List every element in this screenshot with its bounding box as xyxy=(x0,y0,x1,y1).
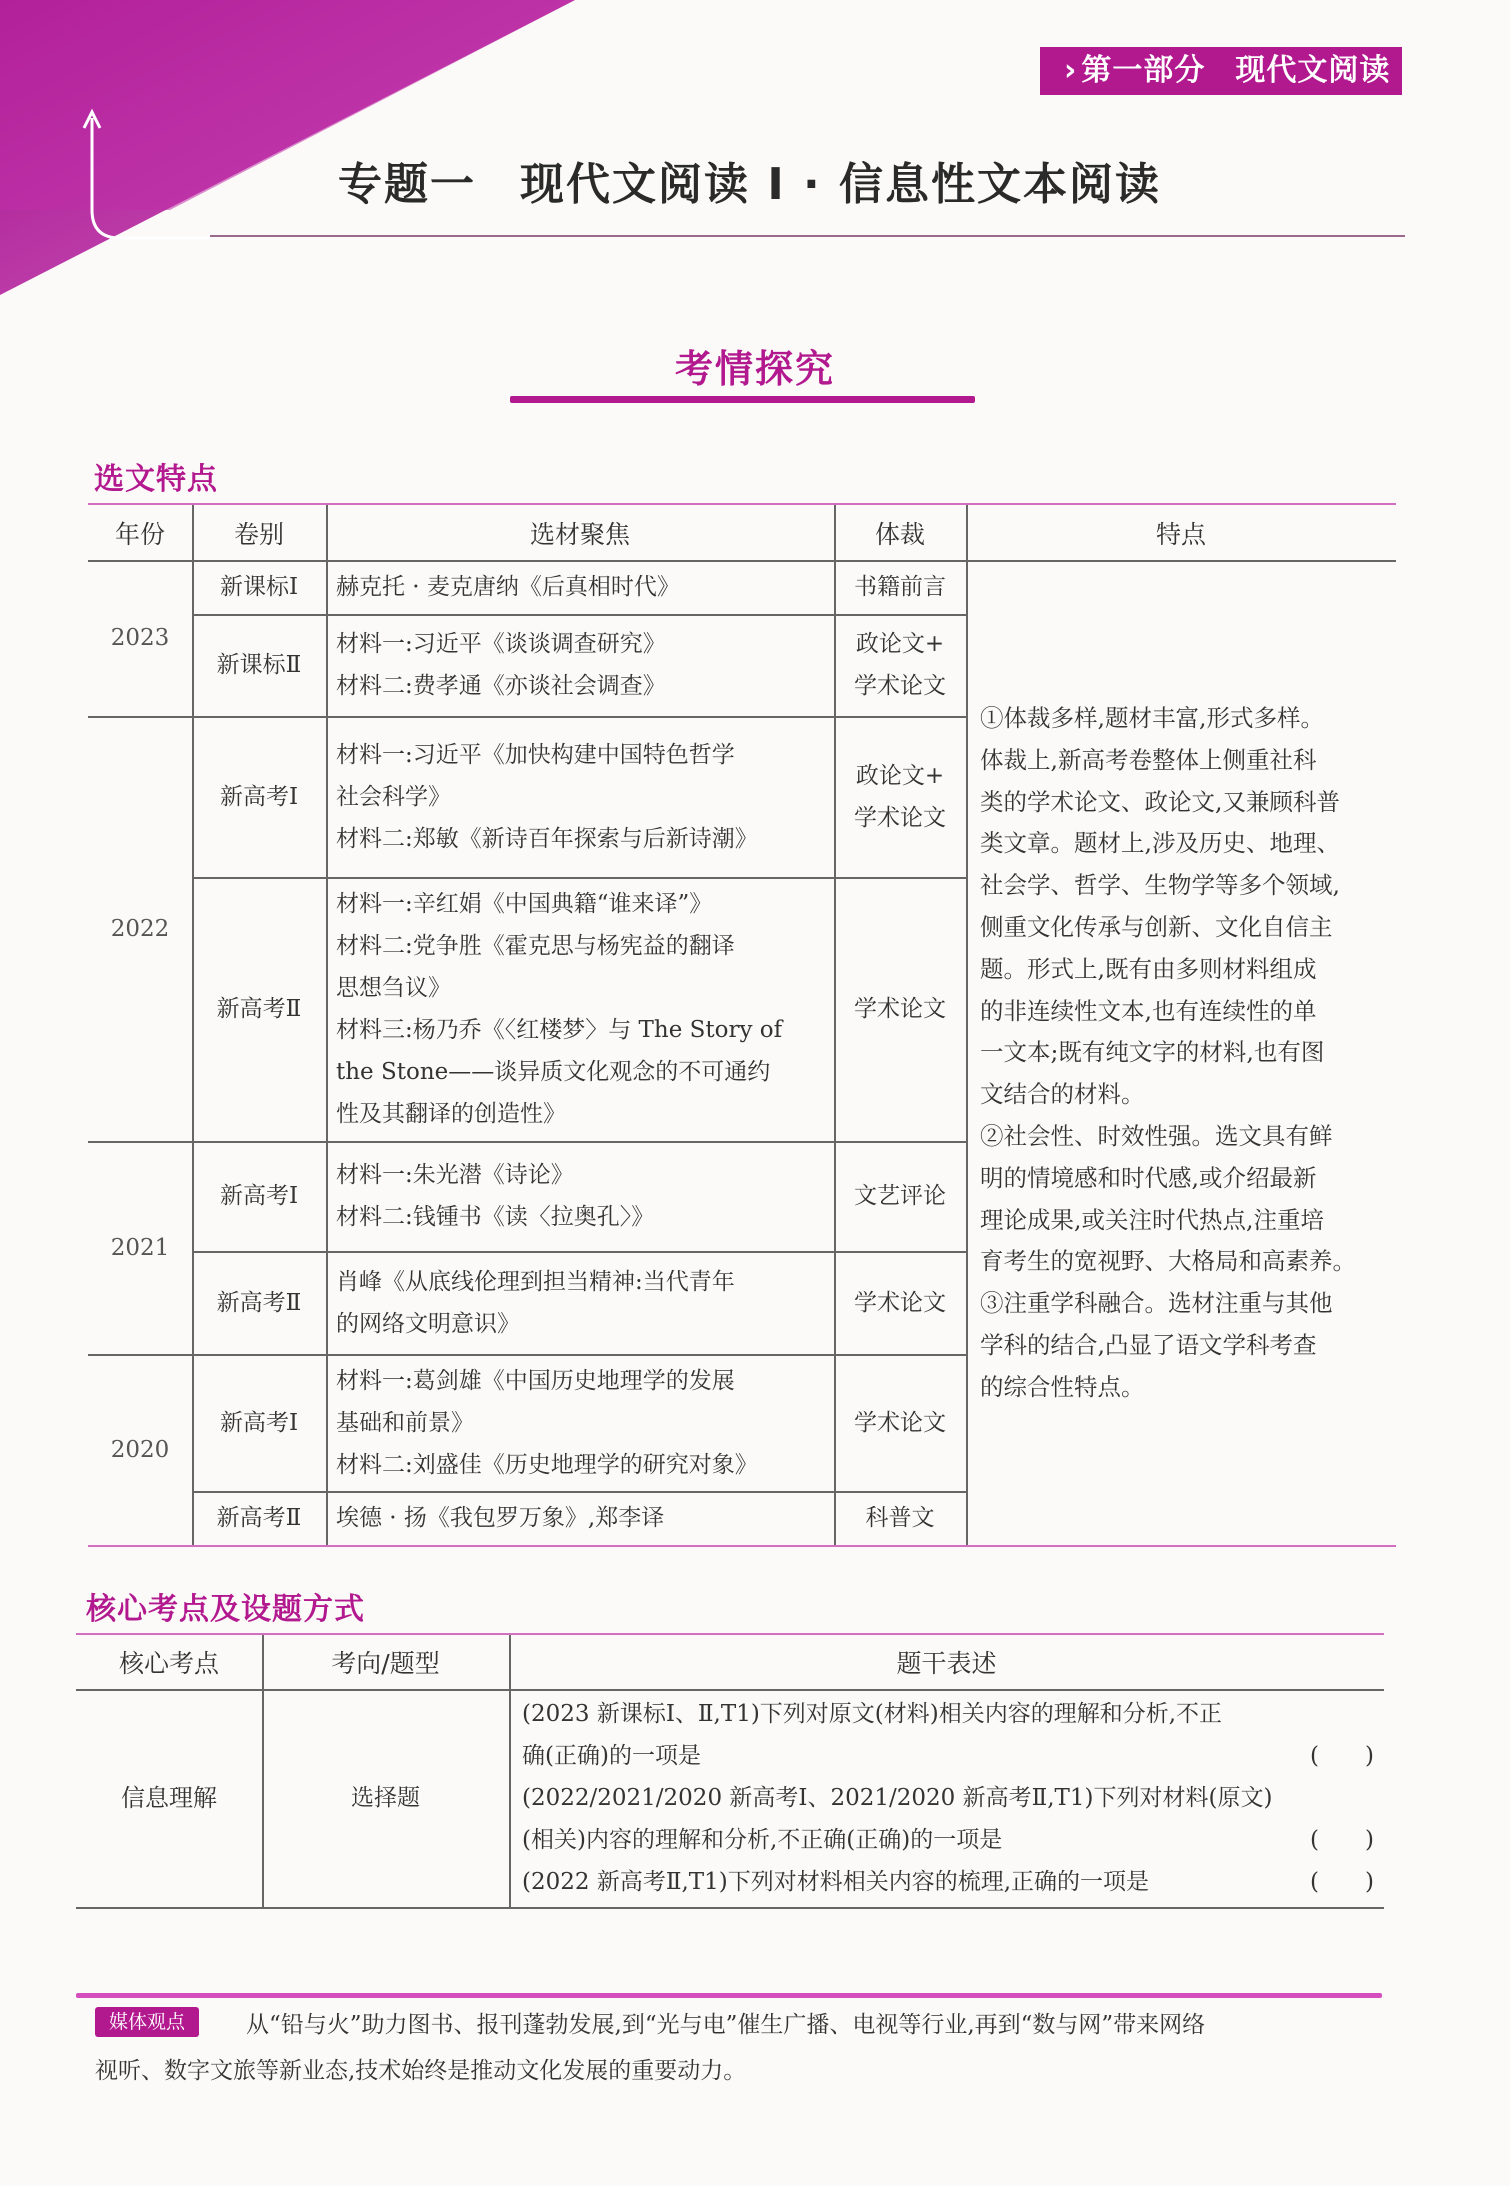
section-title: 考情探究 xyxy=(674,347,835,391)
col-header-stem: 题干表述 xyxy=(896,1649,997,1678)
genre-cell xyxy=(834,560,966,614)
material-line: 材料二:刘盛佳《历史地理学的研究对象》 xyxy=(336,1451,758,1478)
paper-cell: 新课标Ⅰ xyxy=(219,574,299,600)
col-header-core-point: 核心考点 xyxy=(118,1649,219,1678)
features-line: 侧重文化传承与创新、文化自信主 xyxy=(980,912,1333,941)
material-line: 赫克托 · 麦克唐纳《后真相时代》 xyxy=(336,574,680,600)
col-header-question-type: 考向/题型 xyxy=(331,1649,440,1678)
footer-rule xyxy=(76,1993,1382,1998)
features-line: 的综合性特点。 xyxy=(980,1372,1145,1401)
features-line: 育考生的宽视野、大格局和高素养。 xyxy=(980,1247,1356,1276)
material-line: 材料二:郑敏《新诗百年探索与后新诗潮》 xyxy=(336,825,758,852)
col-header-material: 选材聚焦 xyxy=(529,519,630,549)
features-cell xyxy=(980,698,1356,1409)
question-type-cell: 选择题 xyxy=(351,1785,420,1811)
genre-line: 文艺评论 xyxy=(854,1183,946,1209)
material-cell xyxy=(326,1141,834,1251)
paper-cell: 新课标Ⅱ xyxy=(216,652,302,678)
material-line: 材料三:杨乃乔《〈红楼梦〉与 The Story of xyxy=(336,1017,783,1043)
topic-title xyxy=(338,148,1161,212)
core-heading: 核心考点及设题方式 xyxy=(86,1592,365,1627)
table-rule xyxy=(966,505,968,1545)
genre-line: 政论文+ xyxy=(855,762,945,789)
stem-row xyxy=(522,1819,1374,1861)
material-line: 材料二:钱锺书《读〈拉奥孔〉》 xyxy=(336,1204,655,1230)
table-bottom-rule xyxy=(88,1545,1396,1547)
stem-row xyxy=(522,1861,1374,1903)
features-line: 文结合的材料。 xyxy=(980,1080,1145,1109)
answer-blank: ( ) xyxy=(1310,1869,1374,1895)
genre-cell xyxy=(834,716,966,877)
year-cell: 2021 xyxy=(110,1234,170,1261)
col-header-paper: 卷别 xyxy=(233,519,284,549)
title-rule xyxy=(210,235,1405,237)
genre-line: 书籍前言 xyxy=(854,574,946,600)
genre-line: 学术论文 xyxy=(854,673,946,699)
features-line: 社会学、哲学、生物学等多个领域, xyxy=(980,871,1340,900)
material-line: the Stone——谈异质文化观念的不可通约 xyxy=(336,1059,771,1085)
part-name: 现代文阅读 xyxy=(1235,53,1391,88)
stem-line: (2023 新课标Ⅰ、Ⅱ,T1)下列对原文(材料)相关内容的理解和分析,不正 xyxy=(522,1701,1223,1727)
year-cell: 2022 xyxy=(110,915,170,942)
paper-cell: 新高考Ⅰ xyxy=(219,1409,299,1436)
material-line: 基础和前景》 xyxy=(336,1409,474,1436)
selection-heading: 选文特点 xyxy=(94,462,218,497)
features-line: ①体裁多样,题材丰富,形式多样。 xyxy=(980,704,1324,732)
part-label: 第一部分 xyxy=(1081,53,1206,88)
stem-line: (2022/2021/2020 新高考Ⅰ、2021/2020 新高考Ⅱ,T1)下列对材料(原文) xyxy=(522,1785,1273,1811)
genre-cell xyxy=(834,614,966,716)
genre-line: 政论文+ xyxy=(855,631,945,657)
features-line: 类文章。题材上,涉及历史、地理、 xyxy=(980,829,1340,858)
topic-name: 现代文阅读 Ⅰ · 信息性文本阅读 xyxy=(520,159,1162,210)
material-line: 材料一:葛剑雄《中国历史地理学的发展 xyxy=(336,1367,735,1394)
genre-cell xyxy=(834,1491,966,1545)
genre-cell xyxy=(834,1251,966,1354)
features-line: 体裁上,新高考卷整体上侧重社科 xyxy=(980,745,1317,774)
year-cell: 2020 xyxy=(110,1436,170,1463)
material-line: 的网络文明意识》 xyxy=(336,1310,520,1337)
material-cell xyxy=(326,716,834,877)
material-line: 材料一:辛红娟《中国典籍“谁来译”》 xyxy=(336,891,713,917)
stem-line: (相关)内容的理解和分析,不正确(正确)的一项是 xyxy=(522,1827,1003,1853)
stem-row xyxy=(522,1735,1374,1777)
features-line: 的非连续性文本,也有连续性的单 xyxy=(980,996,1317,1025)
genre-line: 学术论文 xyxy=(854,1289,946,1316)
core-table xyxy=(76,1635,1384,1915)
genre-cell xyxy=(834,1354,966,1491)
media-line: 视听、数字文旅等新业态,技术始终是推动文化发展的重要动力。 xyxy=(95,2058,747,2084)
features-line: ③注重学科融合。选材注重与其他 xyxy=(980,1289,1333,1318)
material-line: 性及其翻译的创造性》 xyxy=(336,1101,566,1127)
material-line: 材料一:朱光潜《诗论》 xyxy=(336,1162,574,1188)
genre-line: 学术论文 xyxy=(854,804,946,831)
material-cell xyxy=(326,1354,834,1491)
col-header-features: 特点 xyxy=(1155,519,1206,549)
material-line: 埃德 · 扬《我包罗万象》,郑李译 xyxy=(336,1505,665,1531)
part-badge xyxy=(1040,47,1402,95)
col-header-year: 年份 xyxy=(114,519,165,549)
material-cell xyxy=(326,614,834,716)
selection-table xyxy=(88,505,1396,1545)
material-cell xyxy=(326,1491,834,1545)
genre-line: 科普文 xyxy=(865,1505,935,1531)
year-cell: 2023 xyxy=(110,625,170,651)
media-line: 从“铅与火”助力图书、报刊蓬勃发展,到“光与电”催生广播、电视等行业,再到“数与网”带来网络 xyxy=(246,2012,1206,2038)
material-cell xyxy=(326,1251,834,1354)
material-line: 材料一:习近平《加快构建中国特色哲学 xyxy=(336,741,735,768)
material-line: 材料一:习近平《谈谈调查研究》 xyxy=(336,631,666,657)
features-line: ②社会性、时效性强。选文具有鲜 xyxy=(980,1121,1333,1150)
genre-line: 学术论文 xyxy=(854,996,946,1022)
features-line: 理论成果,或关注时代热点,注重培 xyxy=(980,1205,1324,1234)
paper-cell: 新高考Ⅰ xyxy=(219,1183,299,1209)
stem-line: (2022 新高考Ⅱ,T1)下列对材料相关内容的梳理,正确的一项是 xyxy=(522,1869,1150,1895)
topic-number: 专题一 xyxy=(338,159,476,210)
paper-cell: 新高考Ⅰ xyxy=(219,783,299,810)
part-arrow: › xyxy=(1064,53,1078,88)
answer-blank: ( ) xyxy=(1310,1827,1374,1853)
table-rule xyxy=(76,1907,1384,1909)
genre-line: 学术论文 xyxy=(854,1409,946,1436)
stem-cell xyxy=(522,1693,1374,1903)
paper-cell: 新高考Ⅱ xyxy=(216,996,302,1022)
features-line: 类的学术论文、政论文,又兼顾科普 xyxy=(980,787,1340,816)
material-cell xyxy=(326,560,834,614)
media-badge: 媒体观点 xyxy=(95,2007,199,2037)
col-header-genre: 体裁 xyxy=(874,519,925,549)
paper-cell: 新高考Ⅱ xyxy=(216,1289,302,1316)
paper-cell: 新高考Ⅱ xyxy=(216,1505,302,1531)
genre-cell xyxy=(834,877,966,1141)
features-line: 学科的结合,凸显了语文学科考查 xyxy=(980,1330,1317,1359)
material-line: 材料二:费孝通《亦谈社会调查》 xyxy=(336,673,666,699)
material-line: 思想刍议》 xyxy=(336,975,451,1001)
answer-blank: ( ) xyxy=(1310,1743,1374,1769)
section-title-underline xyxy=(510,396,975,403)
material-line: 肖峰《从底线伦理到担当精神:当代青年 xyxy=(336,1268,735,1295)
material-cell xyxy=(326,877,834,1141)
material-line: 社会科学》 xyxy=(336,783,451,810)
material-line: 材料二:党争胜《霍克思与杨宪益的翻译 xyxy=(336,933,735,959)
features-line: 题。形式上,既有由多则材料组成 xyxy=(980,954,1317,983)
features-line: 一文本;既有纯文字的材料,也有图 xyxy=(980,1038,1325,1067)
stem-line: 确(正确)的一项是 xyxy=(522,1743,701,1769)
core-point-cell: 信息理解 xyxy=(121,1784,217,1812)
genre-cell xyxy=(834,1141,966,1251)
features-line: 明的情境感和时代感,或介绍最新 xyxy=(980,1163,1317,1192)
